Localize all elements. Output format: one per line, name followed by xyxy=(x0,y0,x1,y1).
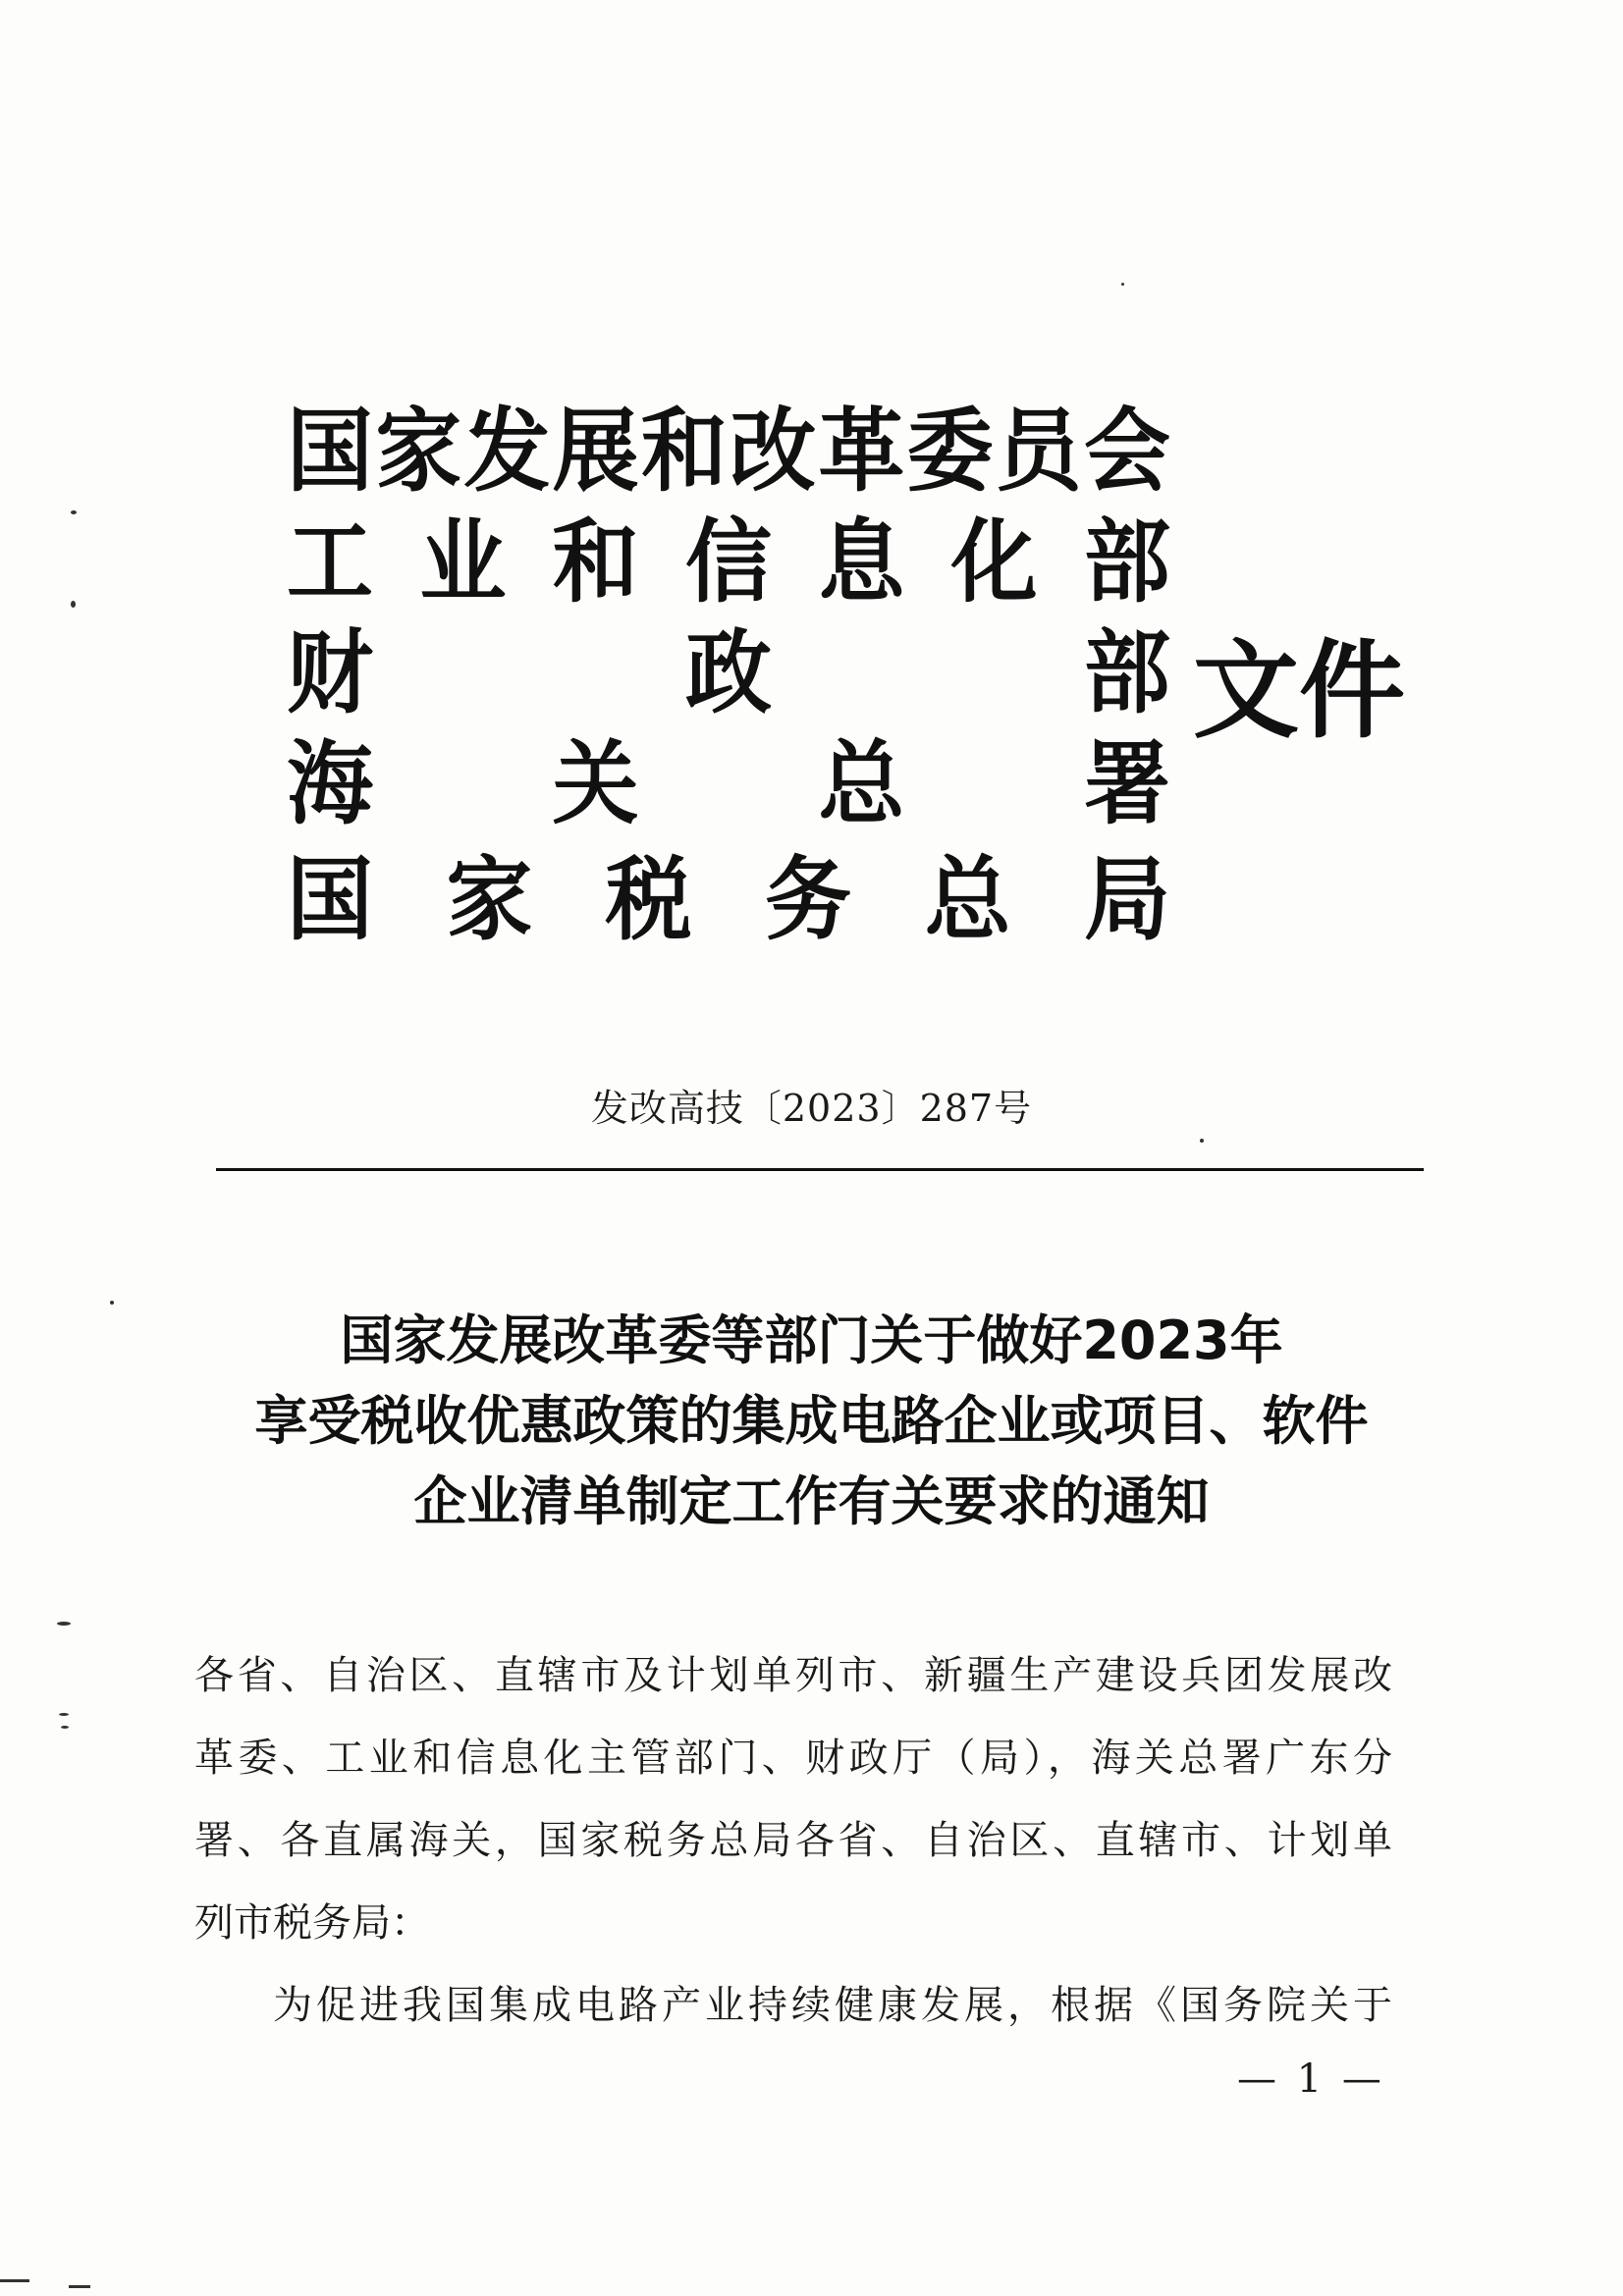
agency-char: 署 xyxy=(1083,729,1170,837)
agency-char: 务 xyxy=(765,845,852,953)
agency-char: 化 xyxy=(950,507,1038,615)
agency-char: 会 xyxy=(1083,397,1170,505)
document-body xyxy=(194,1634,1392,2047)
agency-tax xyxy=(287,843,1170,954)
addressee-line: 革委、工业和信息化主管部门、财政厅（局），海关总署广东分 xyxy=(194,1735,1392,1781)
agency-char: 和 xyxy=(640,397,728,505)
document-number: 发改高技〔2023〕287号 xyxy=(590,1087,1033,1130)
addressee xyxy=(194,1634,1392,1964)
agency-char: 委 xyxy=(906,397,994,505)
document-title xyxy=(0,1301,1623,1542)
agency-char: 海 xyxy=(287,729,374,837)
page-number: — 1 — xyxy=(1237,2056,1385,2102)
agency-char: 国 xyxy=(287,397,374,505)
agency-char: 国 xyxy=(287,845,374,953)
title-line: 企业清单制定工作有关要求的通知 xyxy=(413,1470,1210,1532)
scan-speck xyxy=(61,1726,69,1729)
addressee-line: 署、各直属海关，国家税务总局各省、自治区、直辖市、计划单 xyxy=(194,1818,1392,1863)
scan-speck xyxy=(1121,283,1124,286)
addressee-line: 列市税务局： xyxy=(194,1900,430,1946)
divider-line xyxy=(216,1168,1424,1171)
agency-char: 革 xyxy=(818,397,905,505)
agency-customs xyxy=(287,727,1170,838)
agency-char: 展 xyxy=(552,397,639,505)
scan-speck xyxy=(71,601,76,608)
letterhead-suffix: 文件 xyxy=(1193,629,1406,753)
agency-char: 家 xyxy=(446,845,533,953)
agency-char: 政 xyxy=(684,618,772,726)
agency-char: 发 xyxy=(463,397,551,505)
agency-char: 部 xyxy=(1083,618,1170,726)
title-line: 享受税收优惠政策的集成电路企业或项目、软件 xyxy=(254,1390,1369,1452)
body-paragraph: 为促进我国集成电路产业持续健康发展，根据《国务院关于 xyxy=(273,1983,1392,2028)
scan-speck xyxy=(0,2279,29,2282)
agency-char: 财 xyxy=(287,618,374,726)
scan-speck xyxy=(57,1622,71,1626)
scan-speck xyxy=(69,2285,90,2288)
agency-char: 业 xyxy=(419,507,507,615)
agency-char: 信 xyxy=(684,507,772,615)
scan-speck xyxy=(110,1301,114,1305)
agency-char: 总 xyxy=(924,845,1011,953)
agency-ndrc xyxy=(287,395,1170,506)
agency-char: 工 xyxy=(287,507,374,615)
agency-miit xyxy=(287,506,1170,616)
agency-char: 总 xyxy=(818,729,905,837)
agency-char: 局 xyxy=(1083,845,1170,953)
title-line: 国家发展改革委等部门关于做好2023年 xyxy=(340,1309,1283,1371)
agency-char: 改 xyxy=(730,397,817,505)
agency-char: 税 xyxy=(605,845,692,953)
scan-speck xyxy=(59,1713,69,1716)
agency-char: 关 xyxy=(552,729,639,837)
agency-char: 家 xyxy=(375,397,462,505)
addressee-line: 各省、自治区、直辖市及计划单列市、新疆生产建设兵团发展改 xyxy=(194,1653,1392,1698)
agency-char: 员 xyxy=(995,397,1082,505)
scan-speck xyxy=(71,510,77,514)
agency-char: 和 xyxy=(552,507,639,615)
agency-mof xyxy=(287,616,1170,727)
agency-char: 部 xyxy=(1083,507,1170,615)
agency-char: 息 xyxy=(818,507,905,615)
scan-speck xyxy=(1200,1139,1204,1143)
